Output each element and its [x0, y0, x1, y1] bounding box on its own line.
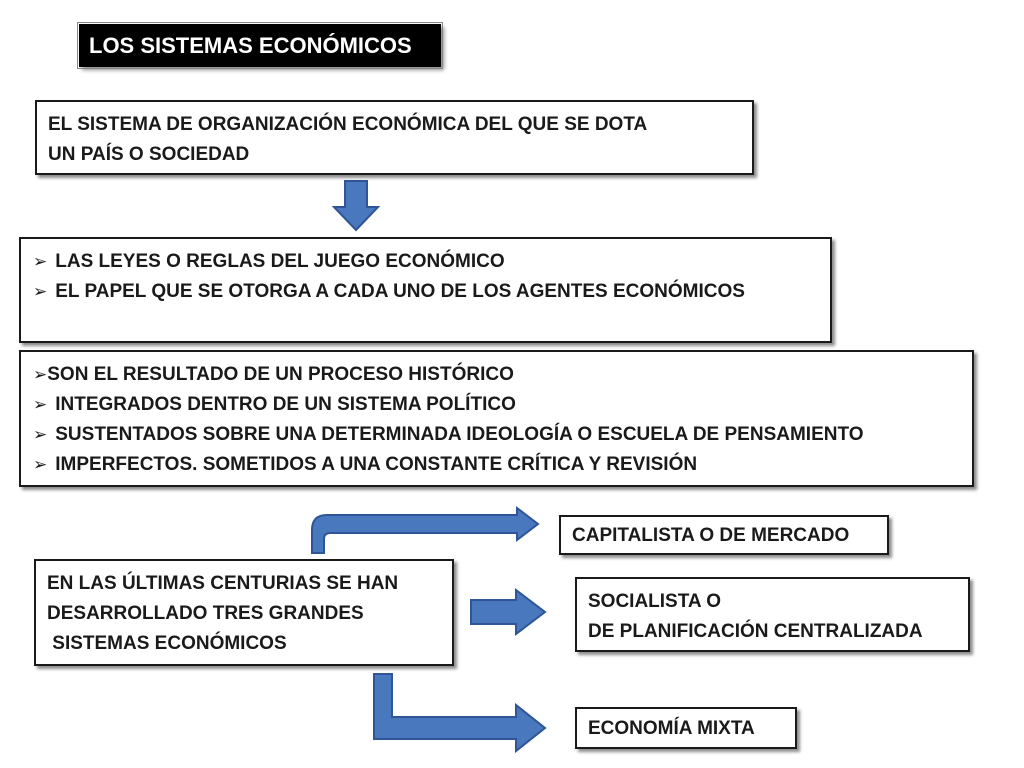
mixed-economy-box — [575, 707, 797, 749]
characteristic-text: INTEGRADOS DENTRO DE UN SISTEMA POLÍTICO — [55, 394, 516, 415]
definition-line: UN PAÍS O SOCIEDAD — [48, 144, 250, 165]
arrowhead-bullet-icon: ➢ — [33, 425, 48, 444]
definition-box — [35, 100, 754, 175]
source-line: DESARROLLADO TRES GRANDES — [47, 603, 364, 624]
arrowhead-bullet-icon: ➢ — [33, 455, 48, 474]
arrowhead-bullet-icon: ➢ — [33, 282, 48, 301]
characteristic-text: SON EL RESULTADO DE UN PROCESO HISTÓRICO — [47, 364, 514, 385]
list-item — [33, 247, 830, 277]
characteristic-text: SUSTENTADOS SOBRE UNA DETERMINADA IDEOLOGÍA O ESCUELA DE PENSAMIENTO — [55, 424, 864, 445]
socialist-box — [575, 577, 970, 652]
bent-arrow-capitalist — [312, 508, 538, 553]
definition-line: EL SISTEMA DE ORGANIZACIÓN ECONÓMICA DEL QUE SE DOTA — [48, 114, 648, 135]
characteristic-text: IMPERFECTOS. SOMETIDOS A UNA CONSTANTE CRÍTICA Y REVISIÓN — [55, 454, 698, 475]
capitalist-box — [559, 515, 889, 555]
list-item — [33, 277, 830, 307]
list-item — [33, 450, 972, 480]
system-label: SOCIALISTA O — [588, 591, 721, 612]
list-item — [33, 360, 972, 390]
list-item — [33, 420, 972, 450]
rule-text: EL PAPEL QUE SE OTORGA A CADA UNO DE LOS AGENTES ECONÓMICOS — [55, 281, 745, 302]
source-line: SISTEMAS ECONÓMICOS — [47, 633, 287, 654]
source-line: EN LAS ÚLTIMAS CENTURIAS SE HAN — [47, 573, 399, 594]
down-arrow — [334, 181, 378, 230]
source-box — [34, 559, 454, 666]
arrowhead-bullet-icon: ➢ — [33, 365, 48, 384]
page-title: LOS SISTEMAS ECONÓMICOS — [79, 24, 441, 67]
system-label: CAPITALISTA O DE MERCADO — [572, 525, 850, 546]
system-label: DE PLANIFICACIÓN CENTRALIZADA — [588, 621, 923, 642]
right-arrow-socialist — [471, 590, 545, 634]
list-item — [33, 390, 972, 420]
characteristics-box — [19, 350, 974, 487]
system-label: ECONOMÍA MIXTA — [588, 718, 755, 739]
elbow-arrow-mixed — [374, 674, 545, 751]
arrowhead-bullet-icon: ➢ — [33, 252, 48, 271]
rules-box — [19, 237, 832, 343]
rule-text: LAS LEYES O REGLAS DEL JUEGO ECONÓMICO — [55, 251, 505, 272]
arrowhead-bullet-icon: ➢ — [33, 395, 48, 414]
